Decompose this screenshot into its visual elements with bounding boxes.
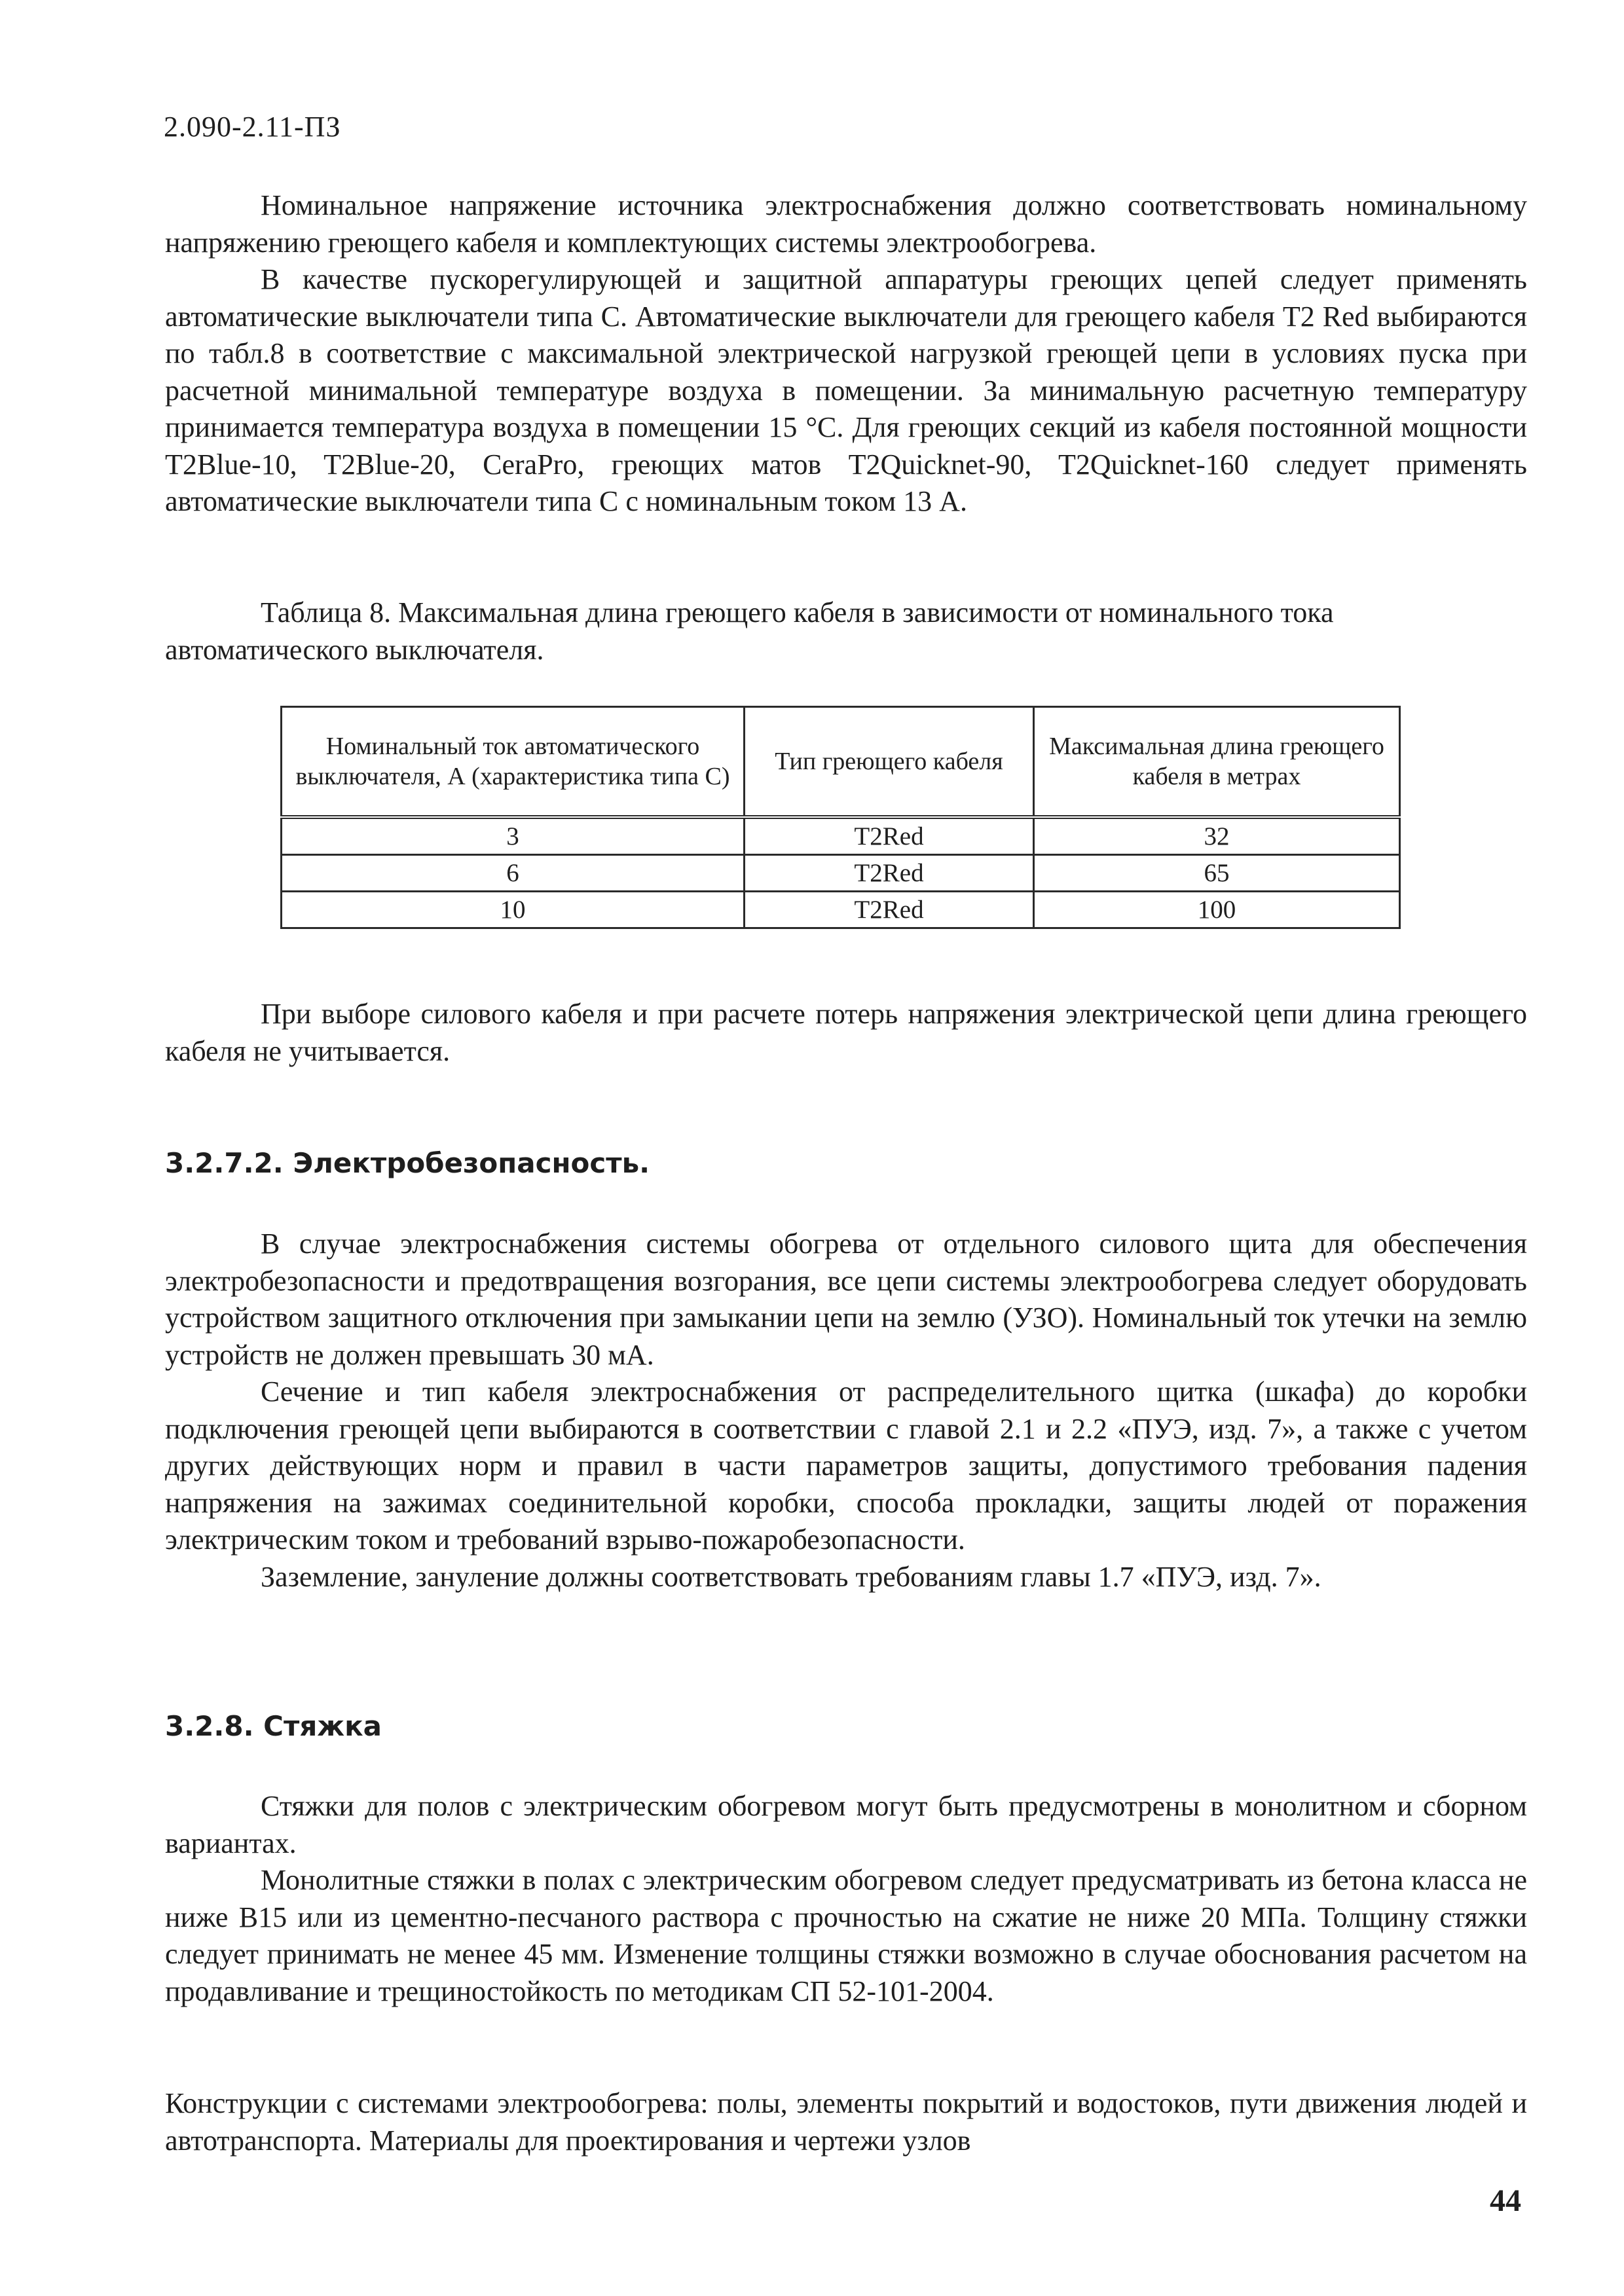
constructions-paragraph: Конструкции с системами электрообогрева: полы, элементы покрытий и водостоков, пути движения людей и автотранспорта. Материалы для проектирования и чертежи узлов <box>165 2087 1527 2157</box>
screed-paragraph-2: Монолитные стяжки в полах с электрическим обогревом следует предусматривать из бетона класса не ниже В15 или из цементно-песчаного раствора с прочностью на сжатие не ниже 20 МПа. Толщину стяжки следует принимать не менее 45 мм. Изменение толщины стяжки возможно в случае обоснования расчетом на продавливание и трещиностойкость по методикам СП 52-101-2004. <box>165 1864 1527 2007</box>
electrical-safety-section <box>165 1226 1527 1595</box>
safety-paragraph-1: В случае электроснабжения системы обогрева от отдельного силового щита для обеспечения электробезопасности и предотвращения возгорания, все цепи системы электрообогрева следует оборудовать устройством защитного отключения при замыкании цепи на землю (УЗО). Номинальный ток утечки на землю устройств не должен превышать 30 мА. <box>165 1228 1527 1371</box>
table-cell: 3 <box>282 817 745 855</box>
table-container <box>280 706 1399 929</box>
table-cell: 10 <box>282 892 745 928</box>
screed-paragraph-1: Стяжки для полов с электрическим обогревом могут быть предусмотрены в монолитном и сборном вариантах. <box>165 1790 1527 1859</box>
constructions-section <box>165 2085 1527 2159</box>
safety-paragraph-3: Заземление, зануление должны соответствовать требованиям главы 1.7 «ПУЭ, изд. 7». <box>261 1560 1321 1593</box>
after-table-paragraph: При выборе силового кабеля и при расчете потерь напряжения электрической цепи длина греющего кабеля не учитывается. <box>165 998 1527 1067</box>
table-cell: T2Red <box>745 892 1034 928</box>
intro-section <box>165 187 1527 520</box>
column-header-max-length: Максимальная длина греющего кабеля в метрах <box>1034 707 1400 818</box>
page-number: 44 <box>1490 2183 1521 2218</box>
table-cell: T2Red <box>745 855 1034 892</box>
table-row <box>282 817 1400 855</box>
table-cell: 65 <box>1034 855 1400 892</box>
breaker-cable-length-table <box>280 706 1401 929</box>
table-row <box>282 892 1400 928</box>
section-heading-screed: 3.2.8. Стяжка <box>165 1710 382 1742</box>
intro-paragraph-1: Номинальное напряжение источника электроснабжения должно соответствовать номинальному напряжению греющего кабеля и комплектующих системы электрообогрева. <box>165 189 1527 259</box>
safety-paragraph-2: Сечение и тип кабеля электроснабжения от распределительного щитка (шкафа) до коробки подключения греющей цепи выбираются в соответствии с главой 2.1 и 2.2 «ПУЭ, изд. 7», а также с учетом других действующих норм и правил в части параметров защиты, допустимого требования падения напряжения на зажимах соединительной коробки, способа прокладки, защиты людей от поражения электрическим током и требований взрыво-пожаробезопасности. <box>165 1376 1527 1556</box>
after-table-section <box>165 996 1527 1070</box>
table-cell: T2Red <box>745 817 1034 855</box>
table-cell: 32 <box>1034 817 1400 855</box>
table-cell: 100 <box>1034 892 1400 928</box>
column-header-cable-type: Тип греющего кабеля <box>745 707 1034 818</box>
table-cell: 6 <box>282 855 745 892</box>
column-header-rated-current: Номинальный ток автоматического выключателя, А (характеристика типа С) <box>282 707 745 818</box>
table-caption: Таблица 8. Максимальная длина греющего кабеля в зависимости от номинального тока автоматического выключателя. <box>165 596 1334 666</box>
document-code: 2.090-2.11-ПЗ <box>164 111 341 143</box>
table-header-row <box>282 707 1400 818</box>
screed-section <box>165 1788 1527 2010</box>
section-heading-electrical-safety: 3.2.7.2. Электробезопасность. <box>165 1147 650 1179</box>
intro-paragraph-2: В качестве пускорегулирующей и защитной аппаратуры греющих цепей следует применять автоматические выключатели типа С. Автоматические выключатели для греющего кабеля T2 Red выбираются по табл.8 в соответствие с максимальной электрической нагрузкой греющей цепи в условиях пуска при расчетной минимальной температуре воздуха в помещении. За минимальную расчетную температуру принимается температура воздуха в помещении 15 °С. Для греющих секций из кабеля постоянной мощности T2Blue-10, T2Blue-20, CeraPro, греющих матов T2Quicknet-90, T2Quicknet-160 следует применять автоматические выключатели типа С с номинальным током 13 А. <box>165 263 1527 517</box>
table-row <box>282 855 1400 892</box>
